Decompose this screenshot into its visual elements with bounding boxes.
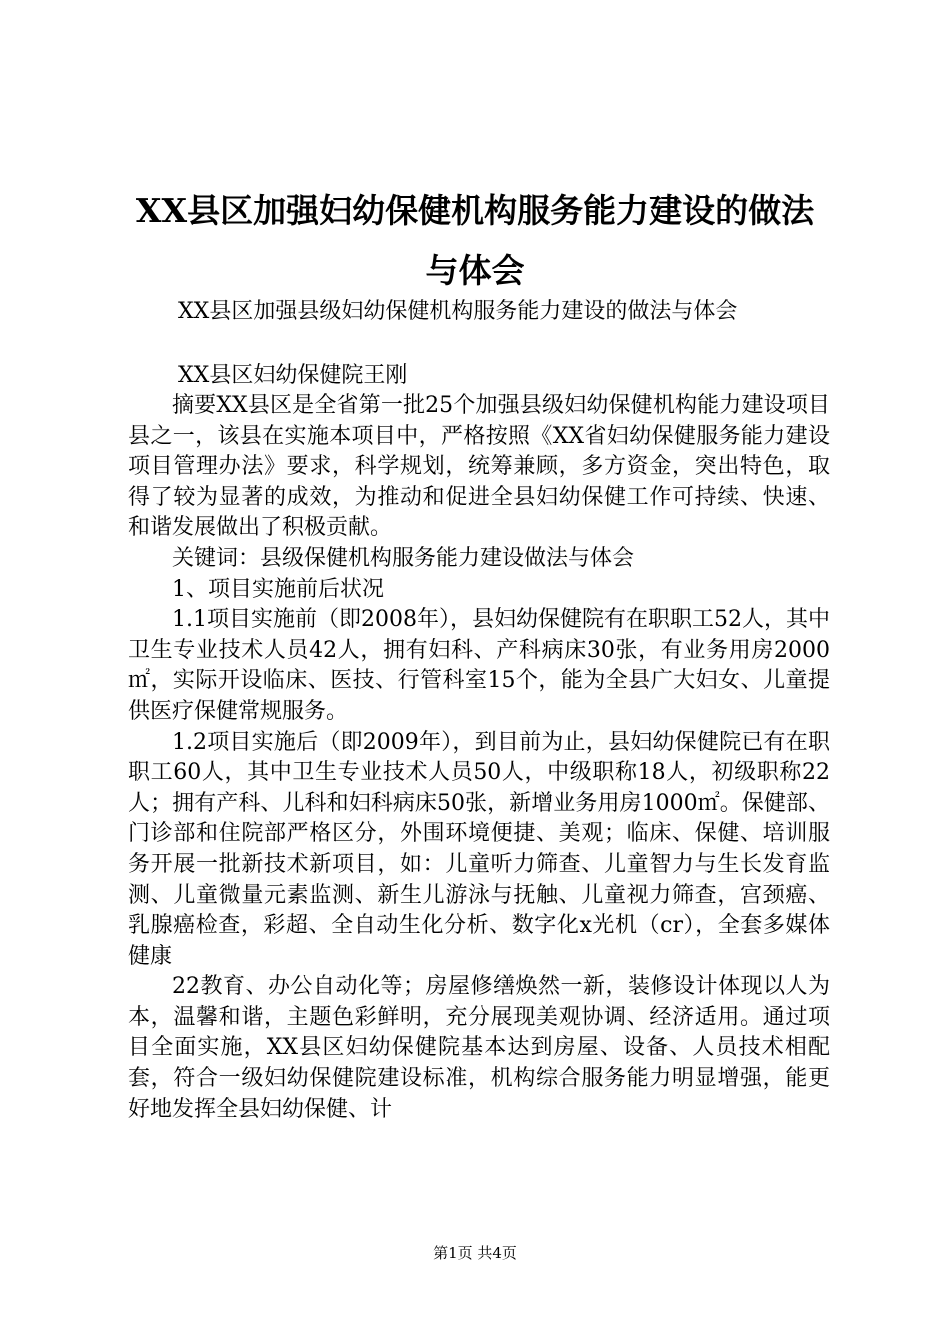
author-line: XX县区妇幼保健院王刚 <box>178 363 408 388</box>
document-title: XX县区加强妇幼保健机构服务能力建设的做法与体会 <box>135 191 815 290</box>
keywords-paragraph: 关键词：县级保健机构服务能力建设做法与体会 <box>172 545 635 571</box>
document-body <box>128 391 830 1125</box>
body-paragraph: 1.2项目实施后（即2009年），到目前为止，县妇幼保健院已有在职职工60人，其中卫生专业技术人员50人，中级职称18人，初级职称22人；拥有产科、儿科和妇科病床50张，新增业务用房1000㎡。保健部、门诊部和住院部严格区分，外围环境便捷、美观；临床、保健、培训服务开展一批新技术新项目，如：儿童听力筛查、儿童智力与生长发育监测、儿童微量元素监测、新生儿游泳与抚触、儿童视力筛查，宫颈癌、乳腺癌检查，彩超、全自动生化分析、数字化x光机（cr），全套多媒体健康 <box>128 729 830 969</box>
body-paragraph: 22教育、办公自动化等；房屋修缮焕然一新，装修设计体现以人为本，温馨和谐，主题色彩鲜明，充分展现美观协调、经济适用。通过项目全面实施，XX县区妇幼保健院基本达到房屋、设备、人员技术相配套，符合一级妇幼保健院建设标准，机构综合服务能力明显增强，能更好地发挥全县妇幼保健、计 <box>128 974 830 1122</box>
body-paragraph: 1.1项目实施前（即2008年），县妇幼保健院有在职职工52人，其中卫生专业技术人员42人，拥有妇科、产科病床30张，有业务用房2000㎡，实际开设临床、医技、行管科室15个，能为全县广大妇女、儿童提供医疗保健常规服务。 <box>128 607 830 724</box>
abstract-paragraph: 摘要XX县区是全省第一批25个加强县级妇幼保健机构能力建设项目县之一，该县在实施本项目中，严格按照《XX省妇幼保健服务能力建设项目管理办法》要求，科学规划，统筹兼顾，多方资金，突出特色，取得了较为显著的成效，为推动和促进全县妇幼保健工作可持续、快速、和谐发展做出了积极贡献。 <box>128 393 830 541</box>
page-footer: 第1页 共4页 <box>433 1244 517 1262</box>
document-subtitle: XX县区加强县级妇幼保健机构服务能力建设的做法与体会 <box>178 299 738 324</box>
section-heading: 1、项目实施前后状况 <box>172 576 384 602</box>
